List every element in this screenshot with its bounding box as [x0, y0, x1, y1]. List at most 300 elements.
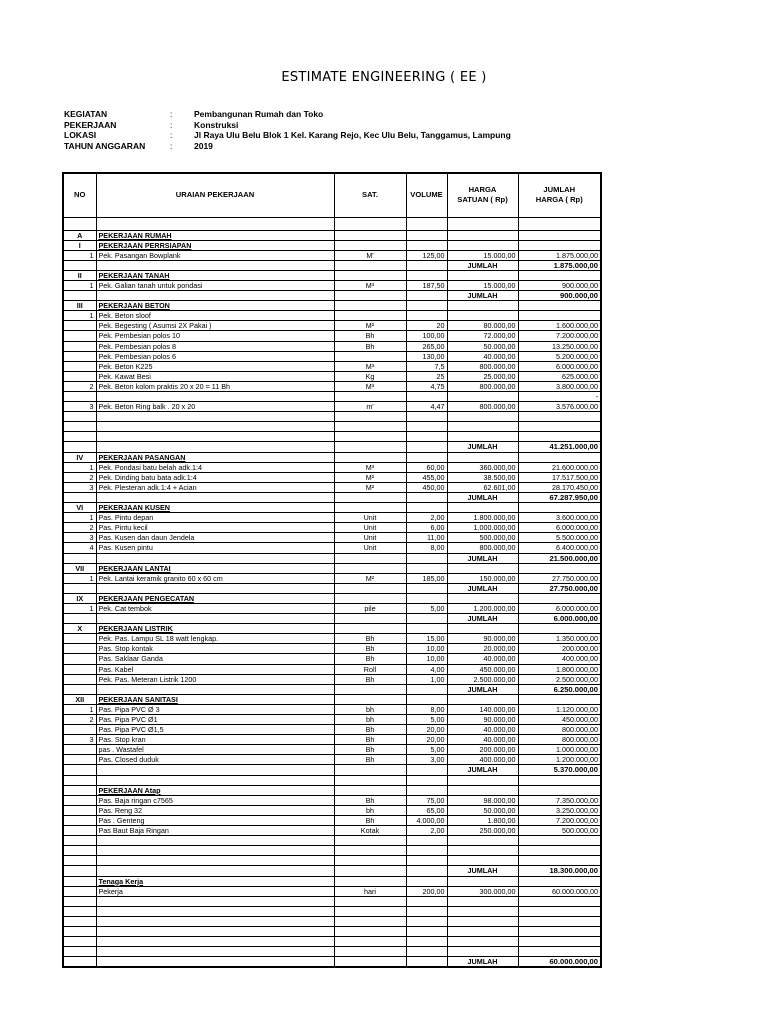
uraian-cell: Tenaga Kerja	[96, 876, 334, 886]
uraian-cell: Pas. Kusen dan daun Jendela	[96, 533, 334, 543]
section-row	[63, 876, 601, 886]
table-row	[63, 937, 601, 947]
no-cell	[63, 664, 96, 674]
sat-cell: pile	[334, 603, 406, 613]
section-row	[63, 624, 601, 634]
sat-cell: Unit	[334, 533, 406, 543]
jumlah-harga-cell: 800.000,00	[518, 725, 601, 735]
no-cell	[63, 765, 96, 775]
uraian-cell	[96, 836, 334, 846]
volume-cell: 5,00	[406, 745, 447, 755]
sat-cell: Bh	[334, 644, 406, 654]
harga-satuan-cell: 800.000,00	[447, 402, 518, 412]
table-row	[63, 735, 601, 745]
table-row	[63, 381, 601, 391]
uraian-cell	[96, 217, 334, 230]
jumlah-harga-cell	[518, 775, 601, 785]
no-cell: 1	[63, 462, 96, 472]
sat-cell	[334, 937, 406, 947]
no-cell	[63, 896, 96, 906]
uraian-cell	[96, 906, 334, 916]
volume-cell: 15,00	[406, 634, 447, 644]
no-cell	[63, 906, 96, 916]
no-cell: 1	[63, 250, 96, 260]
harga-satuan-cell: 800.000,00	[447, 381, 518, 391]
table-row	[63, 654, 601, 664]
volume-cell: 20,00	[406, 725, 447, 735]
jumlah-harga-cell	[518, 896, 601, 906]
uraian-cell	[96, 846, 334, 856]
volume-cell: 60,00	[406, 462, 447, 472]
table-row	[63, 533, 601, 543]
uraian-cell: Pek. Pas. Meteran Listrik 1200	[96, 674, 334, 684]
sat-cell	[334, 846, 406, 856]
table-row	[63, 422, 601, 432]
no-cell	[63, 775, 96, 785]
sat-cell	[334, 432, 406, 442]
jumlah-harga-cell: 1.800.000,00	[518, 664, 601, 674]
no-cell	[63, 291, 96, 301]
jumlah-harga-cell: 400.000,00	[518, 654, 601, 664]
table-row	[63, 472, 601, 482]
table-row	[63, 805, 601, 815]
sat-cell	[334, 301, 406, 311]
total-row	[63, 260, 601, 270]
info-row	[64, 130, 511, 141]
volume-cell: 25	[406, 371, 447, 381]
no-cell	[63, 745, 96, 755]
sat-cell	[334, 593, 406, 603]
volume-cell: 20	[406, 321, 447, 331]
table-row	[63, 755, 601, 765]
jumlah-harga-cell: 27.750.000,00	[518, 573, 601, 583]
sat-cell: Roll	[334, 664, 406, 674]
uraian-cell: Pek. Beton kolom praktis 20 x 20 = 11 Bh	[96, 381, 334, 391]
sat-cell: Kg	[334, 371, 406, 381]
no-cell: A	[63, 230, 96, 240]
volume-cell	[406, 846, 447, 856]
total-row	[63, 442, 601, 452]
volume-cell: 20,00	[406, 735, 447, 745]
volume-cell: 1,00	[406, 674, 447, 684]
harga-satuan-cell: 80.000,00	[447, 321, 518, 331]
jumlah-harga-cell	[518, 503, 601, 513]
volume-cell	[406, 684, 447, 694]
sat-cell	[334, 957, 406, 968]
volume-cell	[406, 240, 447, 250]
no-cell: 2	[63, 715, 96, 725]
uraian-cell: Pek. Pas. Lampu SL 18 watt lengkap.	[96, 634, 334, 644]
uraian-cell: PEKERJAAN RUMAH	[96, 230, 334, 240]
sat-cell	[334, 492, 406, 502]
table-row	[63, 462, 601, 472]
volume-cell	[406, 593, 447, 603]
harga-satuan-cell: 50.000,00	[447, 805, 518, 815]
volume-cell	[406, 392, 447, 402]
no-cell	[63, 341, 96, 351]
jumlah-harga-cell: 625.000,00	[518, 371, 601, 381]
no-cell	[63, 795, 96, 805]
sat-cell: Kotak	[334, 826, 406, 836]
uraian-cell: Pek. Pondasi batu belah adk.1:4	[96, 462, 334, 472]
sat-cell: M³	[334, 381, 406, 391]
jumlah-harga-cell: 6.000.000,00	[518, 603, 601, 613]
uraian-cell: Pek. Pembesian polos 8	[96, 341, 334, 351]
volume-cell	[406, 503, 447, 513]
jumlah-harga-cell	[518, 593, 601, 603]
table-row	[63, 280, 601, 290]
total-row	[63, 765, 601, 775]
harga-satuan-cell	[447, 311, 518, 321]
no-cell	[63, 644, 96, 654]
harga-satuan-cell: 40.000,00	[447, 654, 518, 664]
no-cell	[63, 886, 96, 896]
volume-cell: 65,00	[406, 805, 447, 815]
jumlah-harga-cell	[518, 230, 601, 240]
jumlah-harga-cell: 5.500.000,00	[518, 533, 601, 543]
jumlah-harga-cell	[518, 432, 601, 442]
volume-cell: 2,00	[406, 826, 447, 836]
uraian-cell: Pas. Closed duduk	[96, 755, 334, 765]
uraian-cell: Pas. Pintu depan	[96, 513, 334, 523]
uraian-cell: PEKERJAAN LISTRIK	[96, 624, 334, 634]
table-row	[63, 715, 601, 725]
total-row	[63, 614, 601, 624]
sat-cell: Bh	[334, 654, 406, 664]
uraian-cell	[96, 866, 334, 876]
no-cell	[63, 846, 96, 856]
uraian-cell	[96, 614, 334, 624]
harga-satuan-cell: JUMLAH	[447, 866, 518, 876]
info-row	[64, 120, 511, 131]
harga-satuan-cell: 250.000,00	[447, 826, 518, 836]
sat-cell	[334, 614, 406, 624]
harga-satuan-cell: 62.601,00	[447, 482, 518, 492]
info-row	[64, 141, 511, 152]
no-cell: VI	[63, 503, 96, 513]
section-row	[63, 593, 601, 603]
sat-cell: Bh	[334, 745, 406, 755]
volume-cell: 4,75	[406, 381, 447, 391]
volume-cell	[406, 896, 447, 906]
jumlah-harga-cell: 6.250.000,00	[518, 684, 601, 694]
harga-satuan-cell	[447, 230, 518, 240]
jumlah-harga-cell: 1.000.000,00	[518, 745, 601, 755]
uraian-cell: Pas. Stop kontak	[96, 644, 334, 654]
volume-cell	[406, 614, 447, 624]
table-row	[63, 371, 601, 381]
jumlah-harga-cell: 900.000,00	[518, 280, 601, 290]
volume-cell: 450,00	[406, 482, 447, 492]
harga-satuan-cell: 20.000,00	[447, 644, 518, 654]
volume-cell	[406, 442, 447, 452]
volume-cell	[406, 937, 447, 947]
uraian-cell	[96, 422, 334, 432]
table-row	[63, 432, 601, 442]
table-header-row	[63, 173, 601, 217]
sat-cell	[334, 442, 406, 452]
table-row	[63, 926, 601, 936]
jumlah-harga-cell: 60.000.000,00	[518, 957, 601, 968]
uraian-cell: Pek. Plesteran adk.1:4 + Acian	[96, 482, 334, 492]
sat-cell	[334, 270, 406, 280]
uraian-cell	[96, 583, 334, 593]
no-cell: 1	[63, 603, 96, 613]
table-row	[63, 664, 601, 674]
harga-satuan-cell	[447, 856, 518, 866]
table-row	[63, 674, 601, 684]
sat-cell: Bh	[334, 674, 406, 684]
section-row	[63, 270, 601, 280]
volume-cell: 75,00	[406, 795, 447, 805]
jumlah-harga-cell	[518, 270, 601, 280]
total-row	[63, 291, 601, 301]
no-cell	[63, 937, 96, 947]
sat-cell: Bh	[334, 725, 406, 735]
harga-satuan-cell: 200.000,00	[447, 745, 518, 755]
harga-satuan-cell: JUMLAH	[447, 492, 518, 502]
sat-cell	[334, 422, 406, 432]
uraian-cell: Pas. Pipa PVC Ø1	[96, 715, 334, 725]
total-row	[63, 684, 601, 694]
volume-cell: 2,00	[406, 513, 447, 523]
harga-satuan-cell: 40.000,00	[447, 735, 518, 745]
volume-cell	[406, 260, 447, 270]
no-cell	[63, 785, 96, 795]
volume-cell: 200,00	[406, 886, 447, 896]
sat-cell	[334, 553, 406, 563]
table-row	[63, 523, 601, 533]
jumlah-harga-cell	[518, 412, 601, 422]
sat-cell	[334, 876, 406, 886]
harga-satuan-cell: JUMLAH	[447, 291, 518, 301]
uraian-cell: Pek. Lantai keramik granito 60 x 60 cm	[96, 573, 334, 583]
volume-cell	[406, 301, 447, 311]
harga-satuan-cell	[447, 270, 518, 280]
table-row	[63, 634, 601, 644]
jumlah-harga-cell: 1.120.000,00	[518, 704, 601, 714]
no-cell	[63, 725, 96, 735]
jumlah-harga-cell: 7.350.000,00	[518, 795, 601, 805]
uraian-cell: Pas. Kabel	[96, 664, 334, 674]
section-row	[63, 563, 601, 573]
volume-cell	[406, 291, 447, 301]
uraian-cell: Pek. Dinding batu bata adk.1:4	[96, 472, 334, 482]
table-row	[63, 513, 601, 523]
no-cell	[63, 876, 96, 886]
table-row	[63, 412, 601, 422]
no-cell	[63, 553, 96, 563]
jumlah-harga-cell	[518, 947, 601, 957]
table-row	[63, 482, 601, 492]
no-cell: 4	[63, 543, 96, 553]
no-cell: IV	[63, 452, 96, 462]
uraian-cell: Pas. Kusen pintu	[96, 543, 334, 553]
section-row	[63, 240, 601, 250]
jumlah-harga-cell	[518, 836, 601, 846]
sat-cell	[334, 765, 406, 775]
harga-satuan-cell: 72.000,00	[447, 331, 518, 341]
harga-satuan-cell	[447, 846, 518, 856]
volume-cell	[406, 957, 447, 968]
jumlah-harga-cell: 13.250.000,00	[518, 341, 601, 351]
jumlah-harga-cell: 6.000.000,00	[518, 614, 601, 624]
sat-cell: Bh	[334, 755, 406, 765]
no-cell	[63, 492, 96, 502]
info-colon: :	[170, 109, 173, 119]
sat-cell	[334, 836, 406, 846]
total-row	[63, 866, 601, 876]
volume-cell	[406, 553, 447, 563]
harga-satuan-cell: 1.800.000,00	[447, 513, 518, 523]
no-cell	[63, 392, 96, 402]
uraian-cell	[96, 432, 334, 442]
table-row	[63, 704, 601, 714]
project-info	[64, 109, 511, 151]
uraian-cell	[96, 412, 334, 422]
jumlah-harga-cell: 7.200.000,00	[518, 815, 601, 825]
table-row	[63, 795, 601, 805]
jumlah-harga-cell	[518, 937, 601, 947]
jumlah-harga-cell	[518, 624, 601, 634]
section-row	[63, 452, 601, 462]
table-row	[63, 644, 601, 654]
no-cell: II	[63, 270, 96, 280]
uraian-cell: Pas . Genteng	[96, 815, 334, 825]
volume-cell	[406, 412, 447, 422]
harga-satuan-cell	[447, 593, 518, 603]
volume-cell	[406, 583, 447, 593]
uraian-cell: Pek. Cat tembok	[96, 603, 334, 613]
sat-cell	[334, 866, 406, 876]
harga-satuan-cell: 150.000,00	[447, 573, 518, 583]
harga-satuan-cell	[447, 926, 518, 936]
harga-satuan-cell	[447, 217, 518, 230]
sat-cell	[334, 906, 406, 916]
table-row	[63, 906, 601, 916]
harga-satuan-cell: 800.000,00	[447, 543, 518, 553]
no-cell	[63, 422, 96, 432]
sat-cell: M²	[334, 321, 406, 331]
harga-satuan-cell	[447, 896, 518, 906]
no-cell	[63, 331, 96, 341]
jumlah-harga-cell	[518, 856, 601, 866]
no-cell	[63, 947, 96, 957]
harga-satuan-cell: JUMLAH	[447, 684, 518, 694]
table-row	[63, 217, 601, 230]
harga-satuan-cell	[447, 906, 518, 916]
harga-satuan-cell	[447, 563, 518, 573]
jumlah-harga-cell	[518, 301, 601, 311]
harga-satuan-cell	[447, 836, 518, 846]
sat-cell: M²	[334, 482, 406, 492]
jumlah-harga-cell	[518, 240, 601, 250]
jumlah-harga-cell: 28.170.450,00	[518, 482, 601, 492]
no-cell	[63, 321, 96, 331]
harga-satuan-cell: 360.000,00	[447, 462, 518, 472]
sat-cell	[334, 412, 406, 422]
jumlah-harga-cell	[518, 876, 601, 886]
no-cell	[63, 755, 96, 765]
jumlah-harga-cell	[518, 916, 601, 926]
jumlah-harga-cell: 21.600.000,00	[518, 462, 601, 472]
sat-cell	[334, 785, 406, 795]
no-cell	[63, 926, 96, 936]
table-row	[63, 725, 601, 735]
no-cell	[63, 442, 96, 452]
uraian-cell	[96, 926, 334, 936]
sat-cell: Bh	[334, 341, 406, 351]
col-header-uraian: URAIAN PEKERJAAN	[96, 173, 334, 217]
uraian-cell	[96, 775, 334, 785]
table-row	[63, 745, 601, 755]
sat-cell	[334, 916, 406, 926]
volume-cell	[406, 906, 447, 916]
harga-satuan-cell	[447, 624, 518, 634]
harga-satuan-cell: JUMLAH	[447, 442, 518, 452]
uraian-cell	[96, 765, 334, 775]
no-cell	[63, 217, 96, 230]
harga-satuan-cell: 15.000,00	[447, 250, 518, 260]
no-cell: 3	[63, 533, 96, 543]
table-row	[63, 250, 601, 260]
volume-cell	[406, 422, 447, 432]
sat-cell: bh	[334, 805, 406, 815]
jumlah-harga-cell: 500.000,00	[518, 826, 601, 836]
jumlah-harga-cell: 800.000,00	[518, 735, 601, 745]
no-cell	[63, 836, 96, 846]
sat-cell: Bh	[334, 331, 406, 341]
harga-satuan-cell: 90.000,00	[447, 715, 518, 725]
jumlah-harga-cell: 17.517.500,00	[518, 472, 601, 482]
no-cell: 2	[63, 381, 96, 391]
harga-satuan-cell: JUMLAH	[447, 614, 518, 624]
info-label: LOKASI	[64, 130, 97, 140]
no-cell: VII	[63, 563, 96, 573]
sat-cell	[334, 217, 406, 230]
harga-satuan-cell: 90.000,00	[447, 634, 518, 644]
volume-cell: 11,00	[406, 533, 447, 543]
volume-cell: 455,00	[406, 472, 447, 482]
no-cell	[63, 371, 96, 381]
harga-satuan-cell: JUMLAH	[447, 957, 518, 968]
uraian-cell: Pas Baut Baja Ringan	[96, 826, 334, 836]
harga-satuan-cell: 800.000,00	[447, 361, 518, 371]
sat-cell: Bh	[334, 735, 406, 745]
harga-satuan-cell	[447, 422, 518, 432]
volume-cell	[406, 270, 447, 280]
no-cell	[63, 957, 96, 968]
no-cell	[63, 866, 96, 876]
volume-cell: 8,00	[406, 704, 447, 714]
uraian-cell: Pas. Pintu kecil	[96, 523, 334, 533]
table-row	[63, 311, 601, 321]
no-cell: 2	[63, 523, 96, 533]
uraian-cell: Pas. Reng 32	[96, 805, 334, 815]
table-row	[63, 331, 601, 341]
harga-satuan-cell	[447, 947, 518, 957]
jumlah-harga-cell: 5.370.000,00	[518, 765, 601, 775]
table-row	[63, 846, 601, 856]
uraian-cell	[96, 291, 334, 301]
volume-cell: 4,47	[406, 402, 447, 412]
volume-cell	[406, 947, 447, 957]
harga-satuan-cell	[447, 785, 518, 795]
sat-cell: M³	[334, 280, 406, 290]
no-cell: IX	[63, 593, 96, 603]
jumlah-harga-cell	[518, 563, 601, 573]
uraian-cell: PEKERJAAN PERRSIAPAN	[96, 240, 334, 250]
